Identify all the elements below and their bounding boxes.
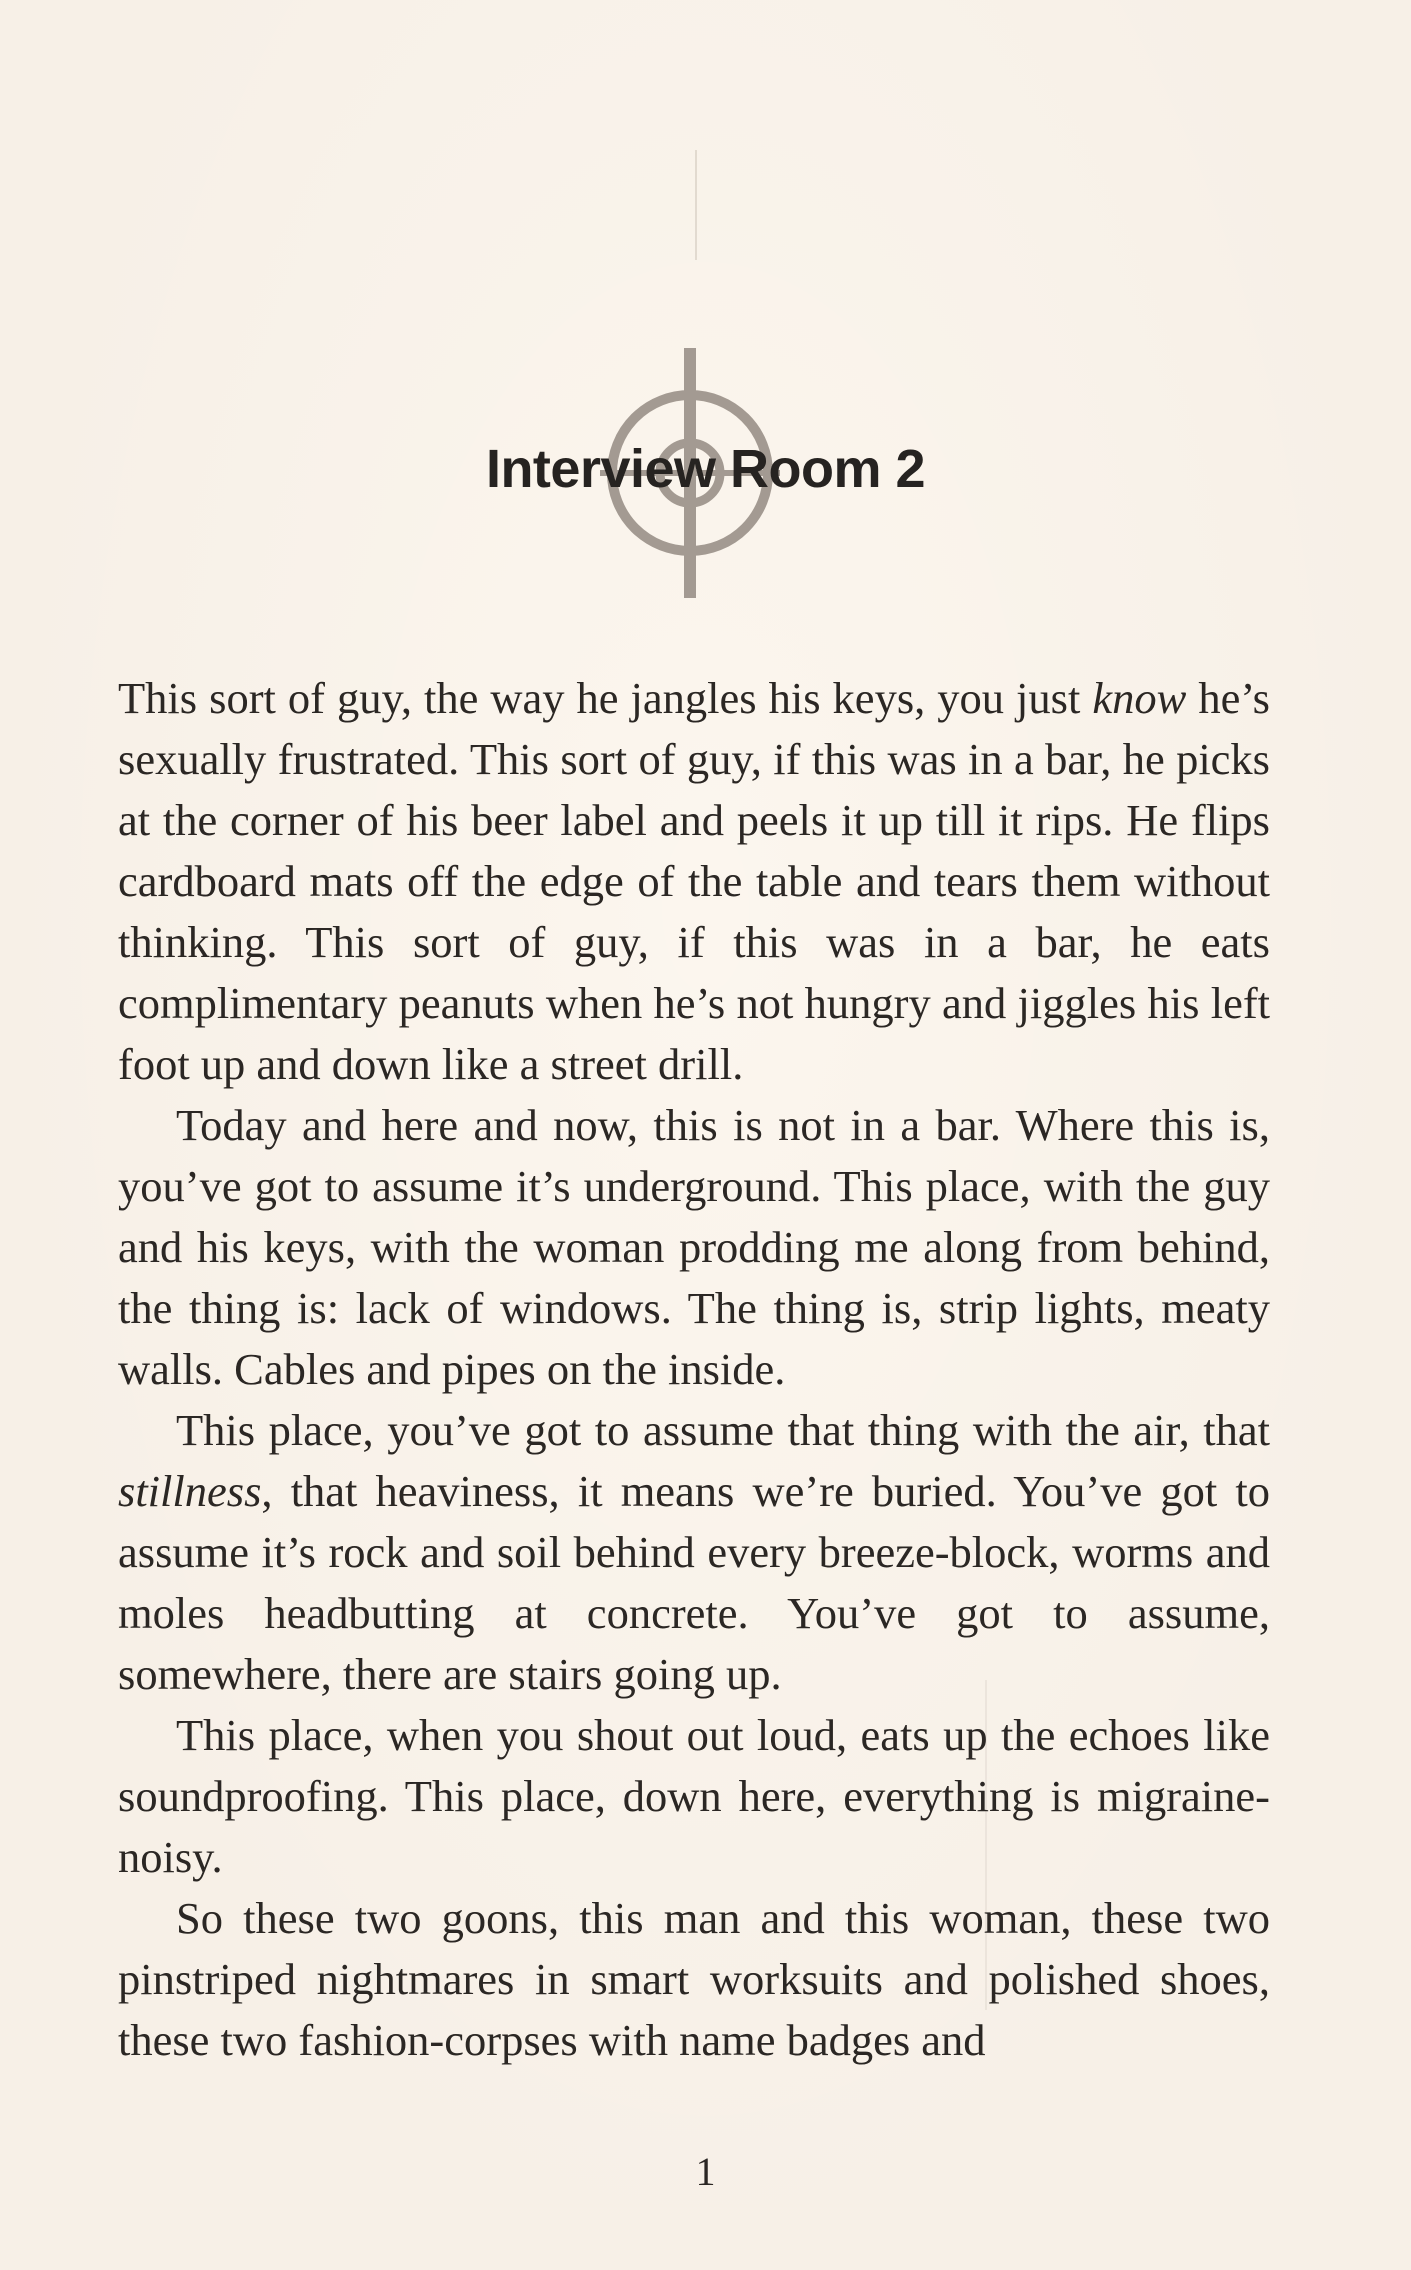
text-segment: This place, when you shout out loud, eats up the echoes like soundproofing. This place, down here, everything is migraine-noisy. bbox=[118, 1710, 1270, 1882]
text-segment: This place, you’ve got to assume that thing with the air, that bbox=[176, 1405, 1270, 1455]
emphasized-text: stillness bbox=[118, 1466, 262, 1516]
body-text bbox=[118, 668, 1270, 2071]
chapter-title: Interview Room 2 bbox=[485, 439, 926, 499]
paragraph bbox=[118, 1888, 1270, 2071]
text-segment: , that heaviness, it means we’re buried. You’ve got to assume it’s rock and soil behind every breeze-block, worms and moles headbutting at concrete. You’ve got to assume, somewhere, there are stairs going up. bbox=[118, 1466, 1270, 1699]
paper-crease bbox=[695, 150, 697, 260]
paragraph bbox=[118, 1400, 1270, 1705]
emphasized-text: know bbox=[1092, 673, 1187, 723]
paragraph bbox=[118, 1705, 1270, 1888]
text-segment: he’s sexually frustrated. This sort of guy, if this was in a bar, he picks at the corner of his beer label and peels it up till it rips. He flips cardboard mats off the edge of the table and tears them without thinking. This sort of guy, if this was in a bar, he eats complimentary peanuts when he’s not hungry and jiggles his left foot up and down like a street drill. bbox=[118, 673, 1270, 1089]
text-segment: So these two goons, this man and this woman, these two pinstriped nightmares in smart worksuits and polished shoes, these two fashion-corpses with name badges and bbox=[118, 1893, 1270, 2065]
page-number: 1 bbox=[695, 2149, 716, 2194]
paragraph bbox=[118, 1095, 1270, 1400]
text-segment: This sort of guy, the way he jangles his keys, you just bbox=[118, 673, 1093, 723]
paragraph bbox=[118, 668, 1270, 1095]
text-segment: Today and here and now, this is not in a bar. Where this is, you’ve got to assume it’s underground. This place, with the guy and his keys, with the woman prodding me along from behind, the thing is: lack of windows. The thing is, strip lights, meaty walls. Cables and pipes on the inside. bbox=[118, 1100, 1270, 1394]
